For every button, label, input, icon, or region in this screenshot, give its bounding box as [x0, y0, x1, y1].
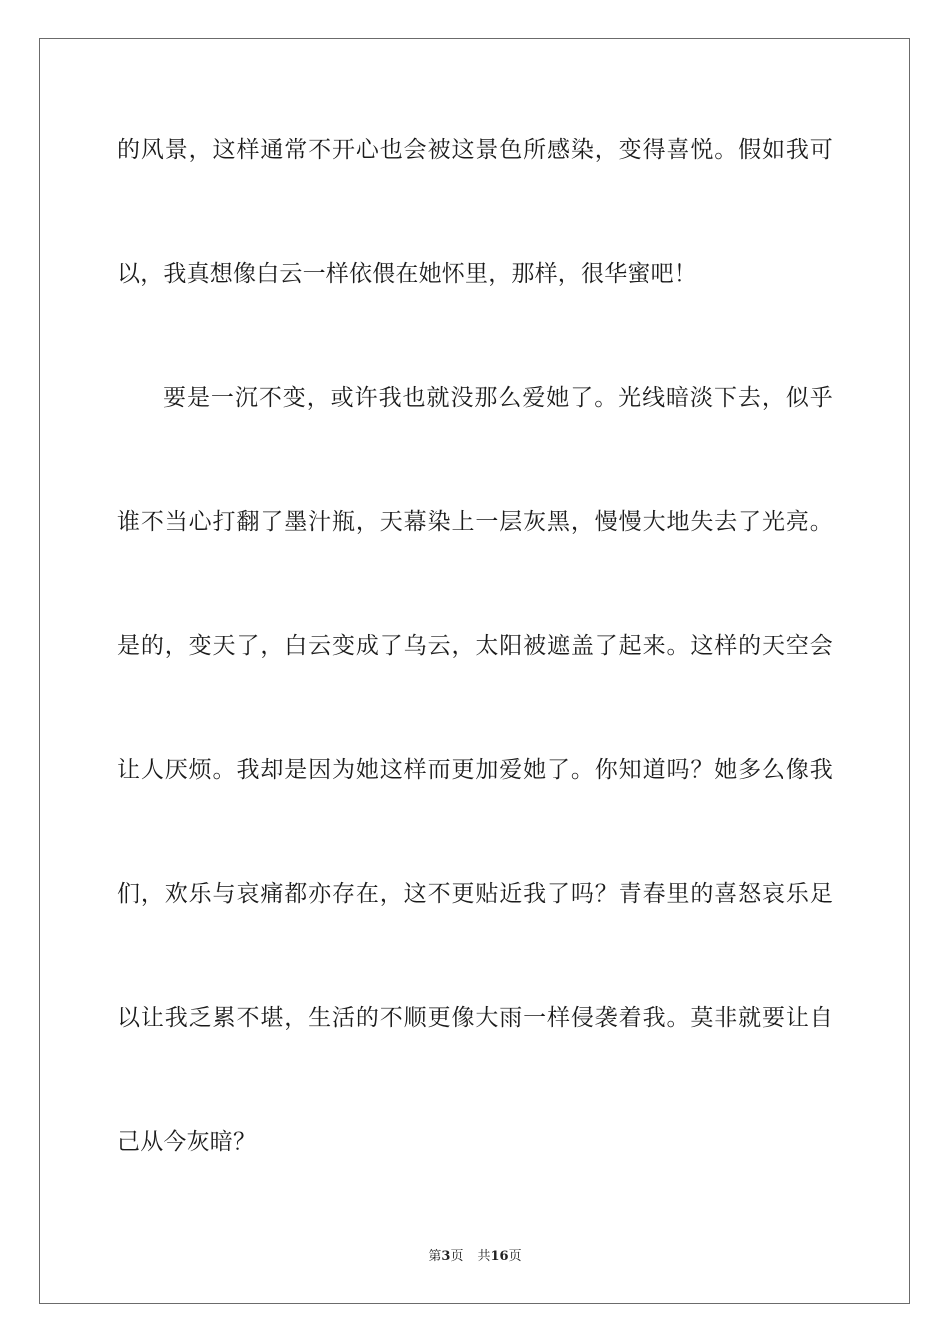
page-number: 第3页 — [428, 1249, 464, 1264]
text-line-paragraph-start: 要是一沉不变，或许我也就没那么爱她了。光线暗淡下去，似乎 — [163, 385, 833, 411]
text-line: 们，欢乐与哀痛都亦存在，这不更贴近我了吗？青春里的喜怒哀乐足 — [117, 881, 833, 907]
text-line: 谁不当心打翻了墨汁瓶，天幕染上一层灰黑，慢慢大地失去了光亮。 — [117, 509, 833, 535]
text-line: 己从今灰暗？ — [117, 1129, 257, 1155]
page-footer — [0, 1245, 950, 1264]
body-text — [117, 124, 833, 1240]
text-line: 以，我真想像白云一样依偎在她怀里，那样，很华蜜吧！ — [117, 261, 697, 287]
text-line: 让人厌烦。我却是因为她这样而更加爱她了。你知道吗？她多么像我 — [117, 757, 833, 783]
text-line: 是的，变天了，白云变成了乌云，太阳被遮盖了起来。这样的天空会 — [117, 633, 833, 659]
page-total: 共16页 — [477, 1249, 522, 1264]
text-line: 的风景，这样通常不开心也会被这景色所感染，变得喜悦。假如我可 — [117, 137, 833, 163]
text-line: 以让我乏累不堪，生活的不顺更像大雨一样侵袭着我。莫非就要让自 — [117, 1005, 833, 1031]
